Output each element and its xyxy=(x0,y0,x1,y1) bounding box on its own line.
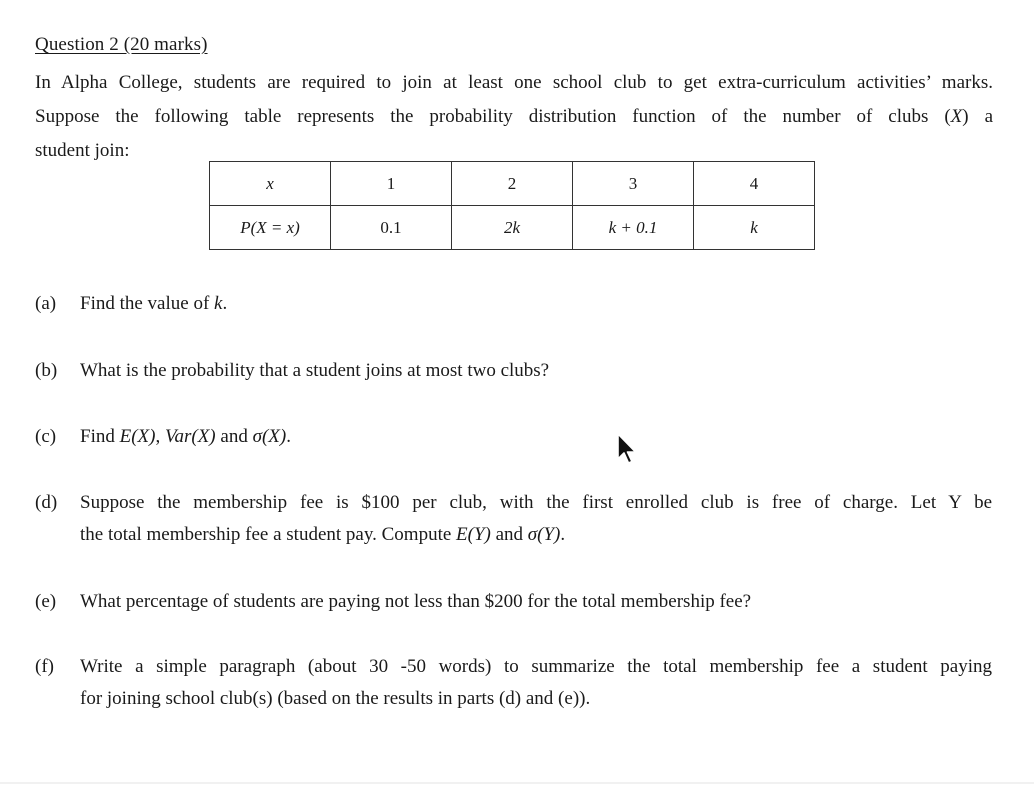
table-cell-x-3: 3 xyxy=(573,162,694,206)
question-e-text: What percentage of students are paying not less than $200 for the total membership fee? xyxy=(80,591,752,612)
question-c-and: and xyxy=(215,426,253,447)
question-d-text xyxy=(80,487,992,551)
intro-line-1: In Alpha College, students are required to join at least one school club to get extra-curriculum activities’ marks. xyxy=(35,72,993,93)
question-c-end: . xyxy=(286,426,291,447)
table-header-x: x xyxy=(210,162,331,206)
question-f-tag: (f) xyxy=(35,656,54,677)
question-a-text-start: Find the value of xyxy=(80,293,215,314)
table-cell-x-2: 2 xyxy=(452,162,573,206)
table-cell-p-3: k + 0.1 xyxy=(573,206,694,250)
question-b-tag: (b) xyxy=(35,360,58,381)
question-d-expectation: E(Y) xyxy=(456,524,491,545)
intro-variable-x: X xyxy=(950,106,963,127)
question-f-line-2: for joining school club(s) (based on the results in parts (d) and (e)). xyxy=(80,688,591,709)
table-cell-p-2: 2k xyxy=(452,206,573,250)
question-f-line-1: Write a simple paragraph (about 30 -50 words) to summarize the total membership fee a student paying xyxy=(80,656,992,677)
question-c-variance: Var(X) xyxy=(164,426,216,447)
table-cell-x-4: 4 xyxy=(694,162,815,206)
question-a-variable: k xyxy=(214,293,223,314)
question-c-text xyxy=(80,421,291,453)
intro-line-2-end: ) a xyxy=(962,106,993,127)
question-d-tag: (d) xyxy=(35,492,58,513)
question-d-end: . xyxy=(560,524,566,545)
question-d-and: and xyxy=(490,524,528,545)
intro-line-3: student join: xyxy=(35,140,130,161)
table-row-x xyxy=(210,162,815,206)
question-c-text-start: Find xyxy=(80,426,120,447)
question-a-text-end: . xyxy=(222,293,228,314)
question-a-text xyxy=(80,288,227,320)
question-c-sigma: σ(X) xyxy=(252,426,287,447)
question-c-expectation: E(X) xyxy=(119,426,156,447)
table-cell-x-1: 1 xyxy=(331,162,452,206)
question-a-tag: (a) xyxy=(35,293,57,314)
mouse-pointer-icon xyxy=(616,433,638,467)
question-f-text xyxy=(80,651,992,715)
table-row-probability xyxy=(210,206,815,250)
table-cell-p-1: 0.1 xyxy=(331,206,452,250)
question-d-line-1: Suppose the membership fee is $100 per club, with the first enrolled club is free of charge. Let Y be xyxy=(80,492,992,513)
table-header-probability: P(X = x) xyxy=(210,206,331,250)
probability-table xyxy=(209,161,815,250)
page-bottom-edge xyxy=(0,782,1034,784)
intro-line-2-start: Suppose the following table represents the probability distribution function of the number of clubs ( xyxy=(35,106,951,127)
question-d-line-2-start: the total membership fee a student pay. Compute xyxy=(80,524,457,545)
question-d-sigma: σ(Y) xyxy=(527,524,561,545)
question-heading: Question 2 (20 marks) xyxy=(35,34,208,55)
intro-line-2 xyxy=(35,100,993,134)
question-b-text: What is the probability that a student joins at most two clubs? xyxy=(80,360,550,381)
question-d-line-2 xyxy=(80,519,992,551)
question-c-tag: (c) xyxy=(35,426,57,447)
question-e-tag: (e) xyxy=(35,591,57,612)
question-c-separator: , xyxy=(155,426,165,447)
table-cell-p-4: k xyxy=(694,206,815,250)
intro-paragraph xyxy=(35,66,993,168)
